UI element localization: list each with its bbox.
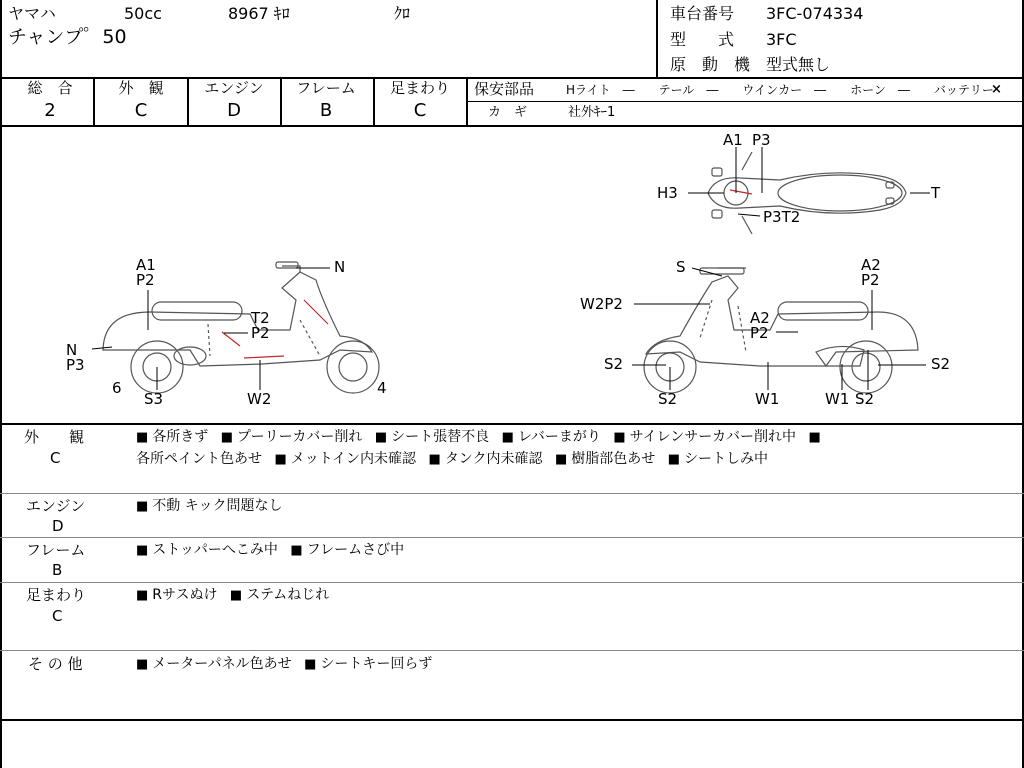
grade-header-frame: フレーム [296, 79, 356, 97]
key-value: 社外ｷｰ1 [568, 105, 616, 120]
engine-type-value: 型式無し [766, 55, 831, 74]
frame-number-label: 車台番号 [670, 4, 735, 23]
color: ｸﾛ [394, 4, 411, 23]
displacement: 50cc [124, 4, 162, 23]
grade-header-overall: 総 合 [27, 79, 73, 97]
type-label: 型 式 [670, 30, 735, 49]
grade-frame: B [319, 100, 333, 121]
top-view-scooter [708, 152, 906, 234]
diagram-label: A1 [723, 131, 743, 149]
diagram-label: N [334, 258, 346, 276]
model-name: チャンプ゜50 [8, 26, 127, 48]
remarks-frame-items: ■ ストッパーへこみ中 ■ フレームさび中 [136, 542, 405, 558]
diagram-bottom-rule [0, 423, 1024, 425]
diagram-label: T [931, 184, 941, 202]
maker: ヤマハ [8, 4, 56, 23]
remarks-exterior-title: 外 観 [24, 428, 85, 446]
diagram-label: S2 [855, 390, 875, 408]
grade-header-engine: エンジン [204, 79, 264, 97]
diagram-label: S2 [658, 390, 678, 408]
diagram-label: N [66, 341, 78, 359]
diagram-label: A2 [750, 309, 770, 327]
remarks-suspension-items: ■ Rサスぬけ ■ ステムねじれ [136, 587, 330, 603]
remarks-engine-grade: D [52, 517, 64, 535]
diagram-label: 6 [112, 379, 122, 397]
diagram-label: P2 [861, 271, 880, 289]
diagram-label: W2P2 [580, 295, 623, 313]
mileage: 8967 ｷﾛ [228, 4, 290, 23]
remarks-exterior-line1: ■ 各所きず ■ プーリーカバー削れ ■ シート張替不良 ■ レバーまがり ■ サイレンサーカバー削れ中 ■ [136, 429, 821, 445]
remarks-suspension-grade: C [52, 607, 63, 625]
frame-number: 3FC-074334 [766, 4, 864, 23]
grade-header-exterior: 外 観 [118, 79, 164, 97]
remarks-bottom-rule [0, 719, 1024, 721]
grade-engine: D [227, 100, 241, 121]
safety-parts-items: Hライト ― テール ― ウインカー ― ホーン ― バッテリー [566, 83, 994, 97]
diagram-label: S [676, 258, 686, 276]
grade-suspension: C [413, 100, 427, 121]
remarks-exterior-grade: C [50, 449, 61, 467]
remarks-other-items: ■ メーターパネル色あせ ■ シートキー回らず [136, 656, 433, 672]
diagram-label: P2 [750, 324, 769, 342]
remarks-engine-items: ■ 不動 キック問題なし [136, 498, 283, 514]
diagram-label: A2 [861, 256, 881, 274]
diagram-label: P3 [752, 131, 771, 149]
diagram-label: W1 [755, 390, 780, 408]
battery-mark: × [991, 82, 1002, 97]
remarks-exterior-line2: 各所ペイント色あせ ■ メットイン内未確認 ■ タンク内未確認 ■ 樹脂部色あせ ■ シートしみ中 [136, 451, 769, 467]
grade-header-suspension: 足まわり [389, 79, 450, 97]
diagram-label: P3 [66, 356, 85, 374]
diagram-label: W1 [825, 390, 850, 408]
diagram-label: W2 [247, 390, 272, 408]
remarks-frame-grade: B [52, 561, 63, 579]
diagram-label: S2 [931, 355, 951, 373]
type-value: 3FC [766, 30, 797, 49]
remarks-frame-title: フレーム [26, 541, 86, 559]
header-divider [656, 0, 658, 78]
diagram-label: S2 [604, 355, 624, 373]
remarks-suspension-title: 足まわり [26, 586, 87, 604]
diagram-label: T2 [251, 309, 270, 327]
diagram-label: 4 [377, 379, 387, 397]
remarks-engine-title: エンジン [26, 497, 86, 515]
diagram-label: H3 [657, 184, 678, 202]
engine-type-label: 原 動 機 [670, 55, 751, 74]
diagram-label: P3T2 [763, 208, 801, 226]
diagram-label: P2 [136, 271, 155, 289]
diagram-label: A1 [136, 256, 156, 274]
safety-parts-label: 保安部品 [474, 80, 535, 98]
grade-overall: 2 [44, 100, 56, 121]
key-label: カ ギ [488, 105, 528, 120]
remarks-other-title: そ の 他 [28, 655, 83, 673]
diagram-label: P2 [251, 324, 270, 342]
diagram-label: S3 [144, 390, 164, 408]
grade-exterior: C [134, 100, 148, 121]
